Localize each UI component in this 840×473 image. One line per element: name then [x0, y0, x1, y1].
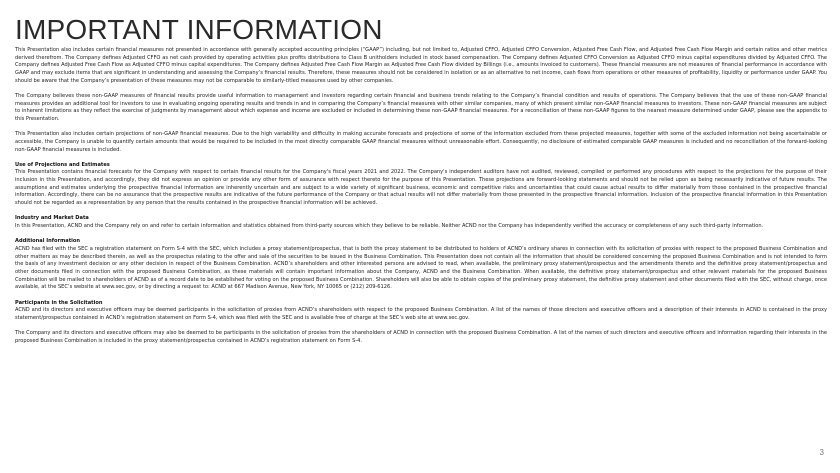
participants-paragraph-1: ACND and its directors and executive officers may be deemed participants in the solicitation of proxies from ACND’s shareholders with respect to the proposed Business Combination. A list of the names of those directors and executive officers and a description of their interests in ACND is contained in the proxy statement/prospectus contained in ACND’s registration statement on Form S-4, which was filed with the SEC and is available free of charge at the SEC’s web site at www.sec.gov. [15, 307, 827, 321]
additional-info-heading: Additional Information [15, 238, 81, 245]
projections-paragraph: This Presentation contains financial forecasts for the Company with respect to certain financial results for the Company's fiscal years 2021 and 2022. The Company's independent auditors have not audited, reviewed, compiled or performed any procedures with respect to the projections for the purpose of their inclusion in this Presentation, and accordingly, they did not express an opinion or provide any other form of assurance with respect thereto for the purpose of this Presentation. These projections are forward-looking statements and should not be relied upon as being necessarily indicative of future results. The assumptions and estimates underlying the prospective financial information are inherently uncertain and are subject to a wide variety of significant business, economic and competitive risks and uncertainties that could cause actual results to differ materially from those contained in the prospective financial information. Accordingly, there can be no assurance that the prospective results are indicative of the future performance of the Company or that actual results will not differ materially from those presented in the prospective financial information. Inclusion of the prospective financial information in this Presentation should not be regarded as a representation by any person that the results contained in the prospective financial information will be achieved. [15, 169, 827, 207]
paragraph-spacer [15, 124, 827, 132]
paragraph-spacer [15, 154, 827, 162]
non-gaap-paragraph-2: The Company believes these non-GAAP measures of financial results provide useful information to management and investors regarding certain financial and business trends relating to the Company’s financial condition and results of operations. The Company believes that the use of these non-GAAP financial measures provides an additional tool for investors to use in evaluating ongoing operating results and trends in and in comparing the Company’s financial measures with other similar companies, many of which present similar non-GAAP financial measures to investors. These non-GAAP financial measures are subject to inherent limitations as they reflect the exercise of judgments by management about which expense and income are excluded or included in determining these non-GAAP financial measures. For a reconciliation of these non-GAAP figures to the nearest measure determined under GAAP, please see the appendix to this Presentation. [15, 92, 827, 122]
participants-paragraph-2: The Company and its directors and executive officers may also be deemed to be participants in the solicitation of proxies from the shareholders of ACND in connection with the proposed Business Combination. A list of the names of such directors and executive officers and information regarding their interests in the proposed Business Combination is included in the proxy statement/prospectus contained in ACND’s registration statement on Form S-4. [15, 330, 827, 344]
industry-heading: Industry and Market Data [15, 215, 89, 222]
disclaimer-body [15, 47, 827, 345]
industry-paragraph: In this Presentation, ACND and the Company rely on and refer to certain information and statistics obtained from third-party sources which they believe to be reliable. Neither ACND nor the Company has independently verified the accuracy or completeness of any such third-party information. [15, 223, 764, 230]
page-title: IMPORTANT INFORMATION [15, 14, 383, 45]
paragraph-spacer [15, 85, 827, 93]
non-gaap-paragraph-1: This Presentation also includes certain financial measures not presented in accordance with generally accepted accounting principles (“GAAP”) including, but not limited to, Adjusted CFFO, Adjusted CFFO Conversion, Adjusted Free Cash Flow, and Adjusted Free Cash Flow Margin and certain ratios and other metrics derived therefrom. The Company defines Adjusted CFFO as net cash provided by operating activities plus profits distributions to Class B unitholders included in stock based compensation. The Company defines Adjusted CFFO Conversion as Adjusted CFFO minus capital expenditures divided by Adjusted CFFO. The Company defines Adjusted Free Cash Flow as Adjusted CFFO minus capital expenditures. The Company defines Adjusted Free Cash Flow Margin as Adjusted Free Cash Flow divided by Billings (i.e., amounts invoiced to customers). These financial measures are not measures of financial performance in accordance with GAAP and may exclude items that are significant in understanding and assessing the Company’s financial results. Therefore, these measures should not be considered in isolation or as an alternative to net income, cash flows from operations or other measures of profitability, liquidity or performance under GAAP. You should be aware that the Company’s presentation of these measures may not be comparable to similarly-titled measures used by other companies. [15, 47, 827, 84]
paragraph-spacer [15, 231, 827, 239]
participants-heading: Participants in the Solicitation [15, 299, 103, 306]
additional-info-paragraph: ACND has filed with the SEC a registration statement on Form S-4 with the SEC, which includes a proxy statement/prospectus, that is both the proxy statement to be distributed to holders of ACND’s ordinary shares in connection with its solicitation of proxies with respect to the proposed Business Combination and other matters as may be described therein, as well as the prospectus relating to the offer and sale of the securities to be issued in the Business Combination. This Presentation does not contain all the information that should be considered concerning the proposed Business Combination and is not intended to form the basis of any investment decision or any other decision in respect of the Business Combination. ACND’s shareholders and other interested persons are advised to read, when available, the preliminary proxy statement/prospectus and the amendments thereto and the definitive proxy statement/prospectus and other documents filed in connection with the proposed Business Combination, as these materials will contain important information about the Company, ACND and the Business Combination. When available, the definitive proxy statement/prospectus and other relevant materials for the proposed Business Combination will be mailed to shareholders of ACND as of a record date to be established for voting on the proposed Business Combination. Shareholders will also be able to obtain copies of the preliminary proxy statement, the definitive proxy statement and other documents filed with the SEC, without charge, once available, at the SEC’s website at www.sec.gov, or by directing a request to: ACND at 667 Madison Avenue, New York, NY 10065 or (212) 209-6126. [15, 245, 827, 291]
paragraph-spacer [15, 323, 827, 331]
projections-heading: Use of Projections and Estimates [15, 161, 110, 168]
non-gaap-paragraph-3: This Presentation also includes certain projections of non-GAAP financial measures. Due to the high variability and difficulty in making accurate forecasts and projections of some of the information excluded from these projected measures, together with some of the excluded information not being ascertainable or accessible, the Company is unable to quantify certain amounts that would be required to be included in the most directly comparable GAAP financial measures without unreasonable effort. Consequently, no disclosure of estimated comparable GAAP measures is included and no reconciliation of the forward-looking non-GAAP financial measures is included. [15, 131, 827, 153]
page-number: 3 [819, 448, 824, 457]
paragraph-spacer [15, 292, 827, 300]
paragraph-spacer [15, 208, 827, 216]
